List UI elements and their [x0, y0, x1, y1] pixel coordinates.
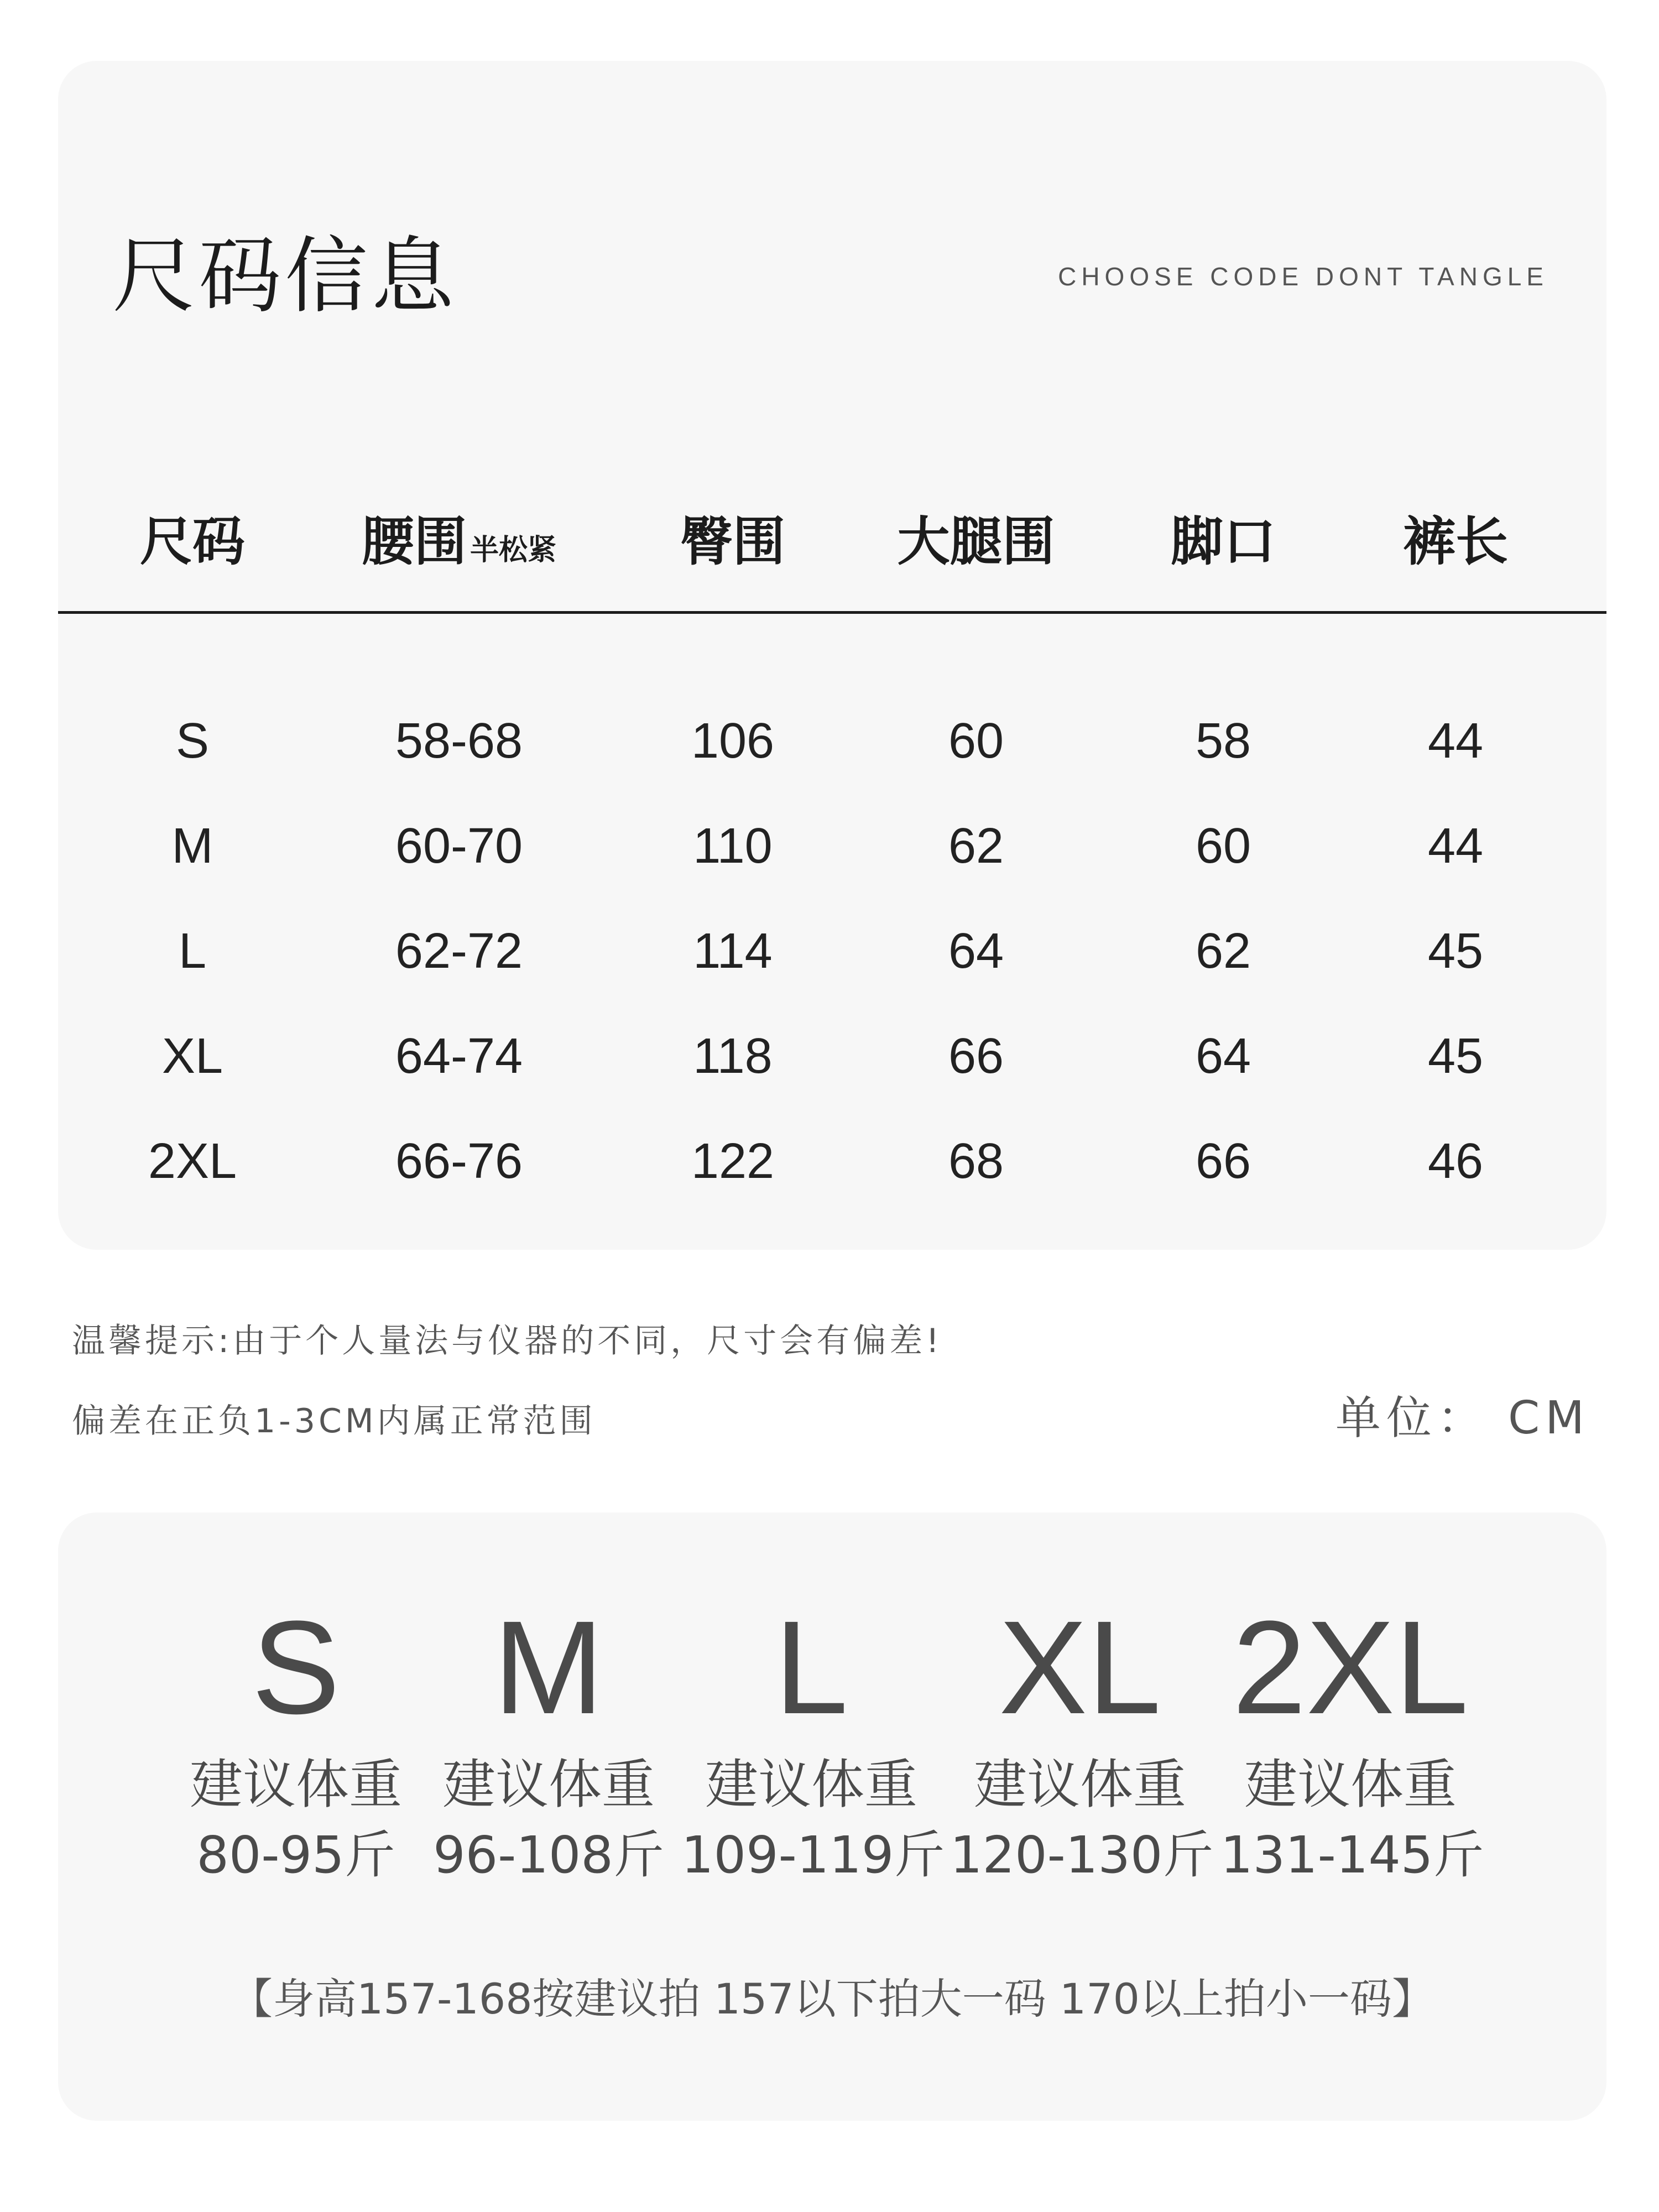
weight-label: 建议体重 — [442, 1754, 655, 1815]
cell-length: 45 — [1427, 924, 1484, 979]
header-size-label: 尺码 — [139, 512, 246, 572]
header-waist — [362, 492, 556, 592]
weight-range: 96-108斤 — [433, 1825, 664, 1885]
cell-thigh: 66 — [948, 1029, 1004, 1084]
page-subtitle: CHOOSE CODE DONT TANGLE — [1058, 262, 1548, 291]
weight-column-s — [166, 1595, 426, 1887]
weight-range: 80-95斤 — [196, 1825, 395, 1885]
size-info-card — [58, 61, 1606, 1250]
weight-column-m — [419, 1595, 679, 1887]
cell-size: 2XL — [148, 1134, 237, 1189]
page-title: 尺码信息 — [112, 228, 458, 325]
cell-size: S — [175, 713, 210, 769]
header-length-label: 裤长 — [1402, 512, 1509, 572]
weight-range: 109-119斤 — [681, 1825, 945, 1885]
cell-waist: 62-72 — [395, 924, 523, 979]
weight-range: 120-130斤 — [950, 1825, 1214, 1885]
cell-hip: 110 — [693, 818, 773, 874]
weight-label: 建议体重 — [1244, 1754, 1457, 1815]
header-thigh — [897, 492, 1055, 592]
header-hip-label: 臀围 — [680, 512, 786, 572]
table-row — [58, 1117, 1606, 1222]
header-divider — [58, 611, 1606, 614]
cell-length: 44 — [1427, 713, 1484, 769]
header-waist-note: 半松紧 — [470, 534, 557, 567]
cell-size: M — [171, 818, 213, 874]
header-hem — [1171, 492, 1276, 592]
header-waist-label: 腰围 — [361, 512, 467, 572]
weight-label: 建议体重 — [705, 1754, 917, 1815]
weight-label: 建议体重 — [190, 1754, 402, 1815]
weight-column-xl — [950, 1593, 1214, 1887]
cell-length: 46 — [1427, 1134, 1484, 1189]
weight-size: XL — [999, 1593, 1161, 1741]
table-row — [58, 907, 1606, 1012]
cell-thigh: 68 — [948, 1134, 1004, 1189]
weight-column-l — [681, 1593, 945, 1887]
header-hip — [680, 492, 785, 592]
weight-size: S — [251, 1593, 341, 1741]
size-table-body — [58, 697, 1606, 1222]
weight-range: 131-145斤 — [1220, 1825, 1484, 1885]
tolerance-note: 偏差在正负1-3CM内属正常范围 — [72, 1402, 596, 1441]
header-size — [140, 492, 245, 592]
cell-size: L — [178, 924, 207, 979]
cell-hip: 114 — [693, 924, 773, 979]
cell-waist: 60-70 — [395, 818, 523, 874]
weight-guide-card — [58, 1512, 1606, 2121]
weight-size: 2XL — [1232, 1593, 1469, 1741]
cell-thigh: 64 — [948, 924, 1004, 979]
cell-length: 44 — [1427, 818, 1484, 874]
weight-size: M — [493, 1593, 604, 1741]
table-row — [58, 697, 1606, 802]
header-length — [1403, 492, 1508, 592]
weight-column-2xl — [1220, 1593, 1484, 1887]
cell-hem: 58 — [1195, 713, 1251, 769]
header-hem-label: 脚口 — [1170, 512, 1276, 572]
cell-hem: 60 — [1195, 818, 1251, 874]
weight-size: L — [774, 1593, 848, 1741]
cell-thigh: 60 — [948, 713, 1004, 769]
table-row — [58, 802, 1606, 907]
measurement-tip: 温馨提示:由于个人量法与仪器的不同，尺寸会有偏差! — [72, 1322, 943, 1360]
cell-waist: 58-68 — [395, 713, 523, 769]
unit-label: 单位： CM — [1335, 1392, 1590, 1444]
cell-length: 45 — [1427, 1029, 1484, 1084]
height-advice: 【身高157-168按建议拍 157以下拍大一码 170以上拍小一码】 — [231, 1974, 1434, 2023]
weight-label: 建议体重 — [974, 1754, 1186, 1815]
cell-thigh: 62 — [948, 818, 1004, 874]
cell-hip: 106 — [691, 713, 775, 769]
cell-size: XL — [161, 1029, 223, 1084]
header-thigh-label: 大腿围 — [897, 512, 1055, 572]
size-table-header — [58, 492, 1606, 592]
table-row — [58, 1012, 1606, 1117]
cell-hip: 118 — [693, 1029, 773, 1084]
cell-hem: 62 — [1195, 924, 1251, 979]
cell-waist: 64-74 — [395, 1029, 523, 1084]
cell-hem: 66 — [1195, 1134, 1251, 1189]
cell-hem: 64 — [1195, 1029, 1251, 1084]
cell-hip: 122 — [691, 1134, 775, 1189]
cell-waist: 66-76 — [395, 1134, 523, 1189]
